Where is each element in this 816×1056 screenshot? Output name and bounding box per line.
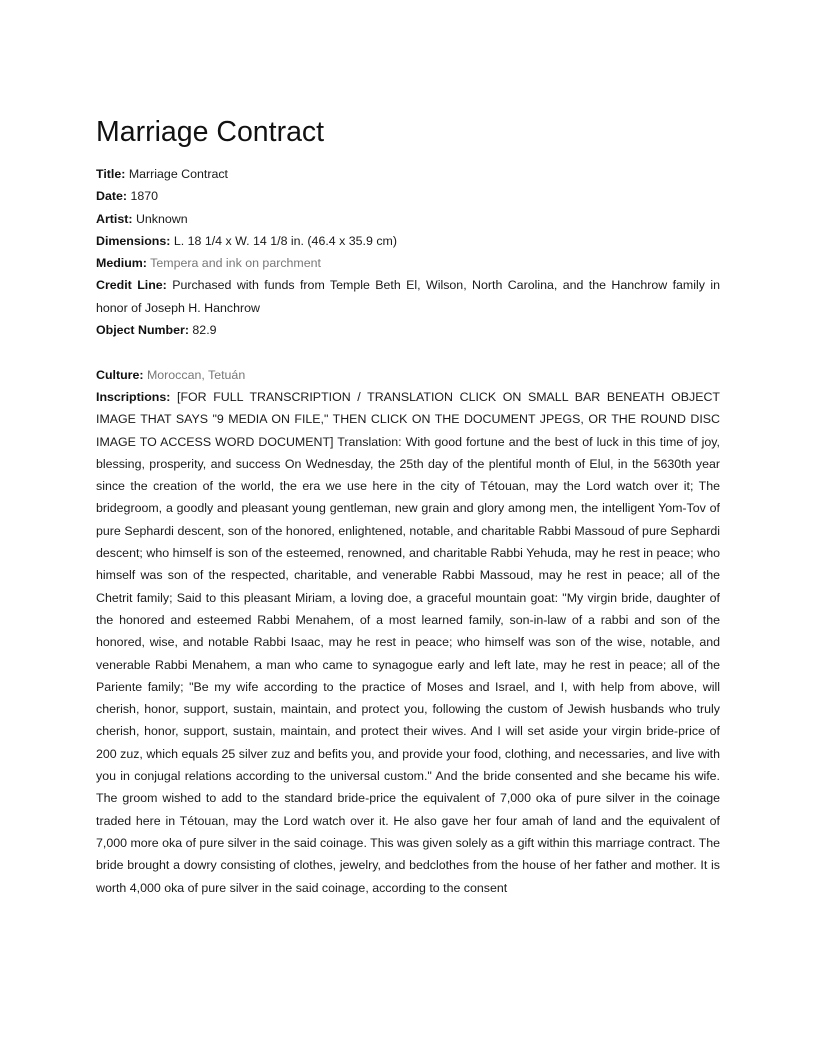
section-spacer <box>96 341 720 363</box>
field-dimensions <box>96 230 720 252</box>
field-object-number-label: Object Number: <box>96 323 189 338</box>
field-culture-value[interactable]: Moroccan, Tetuán <box>146 367 246 382</box>
field-culture-label: Culture: <box>96 367 144 382</box>
field-credit-line-value: Purchased with funds from Temple Beth El, Wilson, North Carolina, and the Hanchrow family in honor of Joseph H. Hanchrow <box>96 278 720 315</box>
document-page <box>96 112 720 899</box>
field-culture <box>96 364 720 386</box>
field-credit-line-label: Credit Line: <box>96 278 167 293</box>
field-medium <box>96 252 720 274</box>
field-object-number-value: 82.9 <box>192 323 217 338</box>
page-title: Marriage Contract <box>96 116 325 148</box>
field-artist-label: Artist: <box>96 211 133 226</box>
field-dimensions-label: Dimensions: <box>96 233 171 248</box>
field-medium-value[interactable]: Tempera and ink on parchment <box>150 256 321 271</box>
field-inscriptions-value: [FOR FULL TRANSCRIPTION / TRANSLATION CLICK ON SMALL BAR BENEATH OBJECT IMAGE THAT SAYS "9 MEDIA ON FILE," THEN CLICK ON THE DOCUMENT JPEGS, OR THE ROUND DISC IMAGE TO ACCESS WORD DOCUMENT] Translation: With good fortune and the best of luck in this time of joy, blessing, prosperity, and success On Wednesday, the 25th day of the plentiful month of Elul, in the 5630th year since the creation of the world, the era we use here in the city of Tétouan, may the Lord watch over it; The bridegroom, a goodly and pleasant young gentleman, new grain and glory among men, the intelligent Yom-Tov of pure Sephardi descent, son of the honored, enlightened, notable, and charitable Rabbi Massoud of pure Sephardi descent; who himself is son of the esteemed, renowned, and charitable Rabbi Yehuda, may he rest in peace; who himself was son of the respected, charitable, and venerable Rabbi Massoud, may he rest in peace; all of the Chetrit family; Said to this pleasant Miriam, a loving doe, a graceful mountain goat: "My virgin bride, daughter of the honored and esteemed Rabbi Menahem, of a most learned family, son-in-law of a rabbi and son of the honored, wise, and notable Rabbi Isaac, may he rest in peace; who himself was son of the wise, notable, and venerable Rabbi Menahem, a man who came to synagogue early and left late, may he rest in peace; all of the Pariente family; "Be my wife according to the practice of Moses and Israel, and I, with help from above, will cherish, honor, support, sustain, maintain, and protect you, following the custom of Jewish husbands who truly cherish, honor, support, sustain, maintain, and protect their wives. And I will set aside your virgin bride-price of 200 zuz, which equals 25 silver zuz and befits you, and provide your food, clothing, and necessaries, and live with you in conjugal relations according to the universal custom." And the bride consented and she became his wife. The groom wished to add to the standard bride-price the equivalent of 7,000 oka of pure silver in the coinage traded here in Tétouan, may the Lord watch over it. He also gave her four amah of land and the equivalent of 7,000 more oka of pure silver in the said coinage. This was given solely as a gift within this marriage contract. The bride brought a dowry consisting of clothes, jewelry, and bedclothes from the house of her father and mother. It is worth 4,000 oka of pure silver in the said coinage, according to the consent <box>96 389 720 895</box>
field-credit-line <box>96 274 720 319</box>
field-artist <box>96 208 720 230</box>
field-date-label: Date: <box>96 189 127 204</box>
field-medium-label: Medium: <box>96 256 147 271</box>
field-title <box>96 163 720 185</box>
field-dimensions-value: L. 18 1/4 x W. 14 1/8 in. (46.4 x 35.9 cm) <box>173 233 397 248</box>
field-inscriptions-label: Inscriptions: <box>96 389 171 404</box>
field-date-value: 1870 <box>130 189 159 204</box>
field-object-number <box>96 319 720 341</box>
field-title-value: Marriage Contract <box>128 167 228 181</box>
field-date <box>96 185 720 207</box>
field-inscriptions <box>96 386 720 899</box>
field-artist-value: Unknown <box>135 211 188 226</box>
field-title-label: Title: <box>96 167 126 181</box>
